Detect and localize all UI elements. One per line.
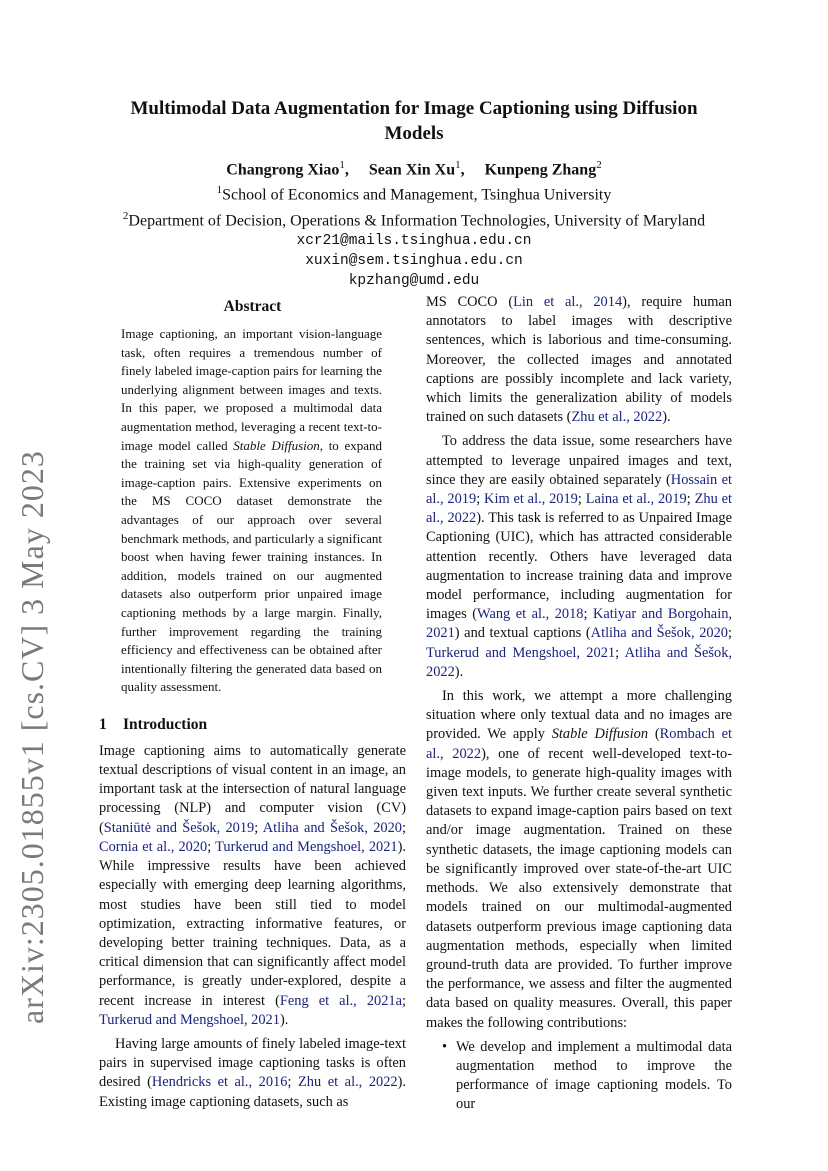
abstract-text — [121, 325, 382, 697]
citation-link[interactable]: Rombach et al., 2022 — [426, 726, 733, 762]
intro-paragraph-1 — [99, 742, 406, 1030]
citation-link[interactable]: Turkerud and Mengshoel, 2021 — [215, 838, 398, 855]
body-text: MS COCO ( — [426, 294, 514, 310]
contribution-item: • We develop and implement a multimodal data augmentation method to improve the performance of image captioning models. To our — [456, 1038, 732, 1115]
body-text: Having large amounts of finely labeled image-text pairs in supervised image captioning tasks is often desired ( — [99, 1035, 406, 1091]
section-number: 1 — [99, 715, 107, 733]
left-column — [99, 293, 406, 1117]
citation-link[interactable]: Laina et al., 2019 — [585, 491, 687, 508]
affiliation — [100, 206, 728, 231]
body-text: ), require human annotators to label images with descriptive sentences, which is laborious and time-consuming. Moreover, the collected images and annotated captions are possibly incomplete and lack variety, which limits the generalization ability of models trained on such datasets ( — [426, 294, 732, 426]
contributions-list — [426, 1038, 732, 1115]
body-text: ). This task is referred to as Unpaired Image Captioning (UIC), which has attracted considerable attention recently. Others have leveraged data augmentation to increase training data and improve model performance, including augmentation for images ( — [426, 510, 732, 623]
abstract-emphasis: Stable Diffusion — [233, 437, 320, 453]
author-affiliation-mark: 1 — [339, 159, 345, 171]
body-text: In this work, we attempt a more challenging situation where only textual data and no images are provided. We apply — [426, 688, 732, 743]
author-email[interactable]: kpzhang@umd.edu — [348, 272, 480, 289]
citation-separator: ; — [287, 1074, 299, 1091]
citation-link[interactable]: Atliha and Šešok, 2020 — [262, 819, 402, 836]
citation-link[interactable]: Atliha and Šešok, 2022 — [426, 644, 732, 680]
author-name: Kunpeng Zhang — [484, 161, 597, 179]
author-name: Sean Xin Xu — [368, 161, 456, 179]
citation-link[interactable]: Zhu et al., 2022 — [298, 1074, 398, 1091]
body-text: ) and textual captions ( — [454, 625, 591, 642]
abstract-text-part: Image captioning, an important vision-language task, often requires a tremendous number of finely labeled image-caption pairs for learning the underlying alignment between images and texts. In this paper, we proposed a multimodal data augmentation method, leveraging a recent text-to-image model called — [121, 326, 382, 453]
citation-separator: ; — [207, 838, 216, 855]
section-heading-introduction — [99, 715, 406, 734]
intro-paragraph-3 — [426, 432, 732, 682]
citation-link[interactable]: Katiyar and Borgohain, 2021 — [426, 606, 732, 642]
citation-link[interactable]: Hossain et al., 2019 — [426, 471, 732, 508]
author-affiliation-mark: 2 — [596, 159, 602, 171]
intro-paragraph-2 — [99, 1035, 406, 1112]
citation-link[interactable]: Lin et al., 2014 — [513, 294, 623, 310]
abstract-heading: Abstract — [223, 298, 282, 315]
affiliation-text: School of Economics and Management, Tsinghua University — [222, 186, 612, 204]
citation-link[interactable]: Zhu et al., 2022 — [571, 409, 663, 426]
title-block — [100, 96, 728, 291]
affiliation-mark: 2 — [122, 209, 129, 222]
abstract-text-part: , to expand the training set via high-quality generation of image-caption pairs. Extensive experiments on the MS COCO dataset demonstrate the advantages of our approach over several benchmark methods, and particularly a significant boost when having fewer training instances. In addition, models trained on our augmented datasets also outperform prior unpaired image captioning methods by a large margin. Finally, further improvement regarding the training efficiency and effectiveness can be obtained after intentionally filtering the generated data based on quality assessment. — [121, 437, 383, 695]
citation-link[interactable]: Turkerud and Mengshoel, 2021 — [426, 644, 616, 661]
citation-link[interactable]: Turkerud and Mengshoel, 2021 — [99, 1011, 280, 1028]
citation-link[interactable]: Feng et al., 2021a — [279, 992, 402, 1009]
affiliation-mark: 1 — [216, 184, 223, 197]
intro-paragraph-4 — [426, 687, 732, 1033]
citation-separator: ; — [615, 644, 625, 661]
author-list: Changrong Xiao$^1$, Sean Xin Xu$^1$, Kunpeng Zhang$^2$ — [226, 159, 602, 179]
citation-separator: ; — [583, 606, 593, 623]
body-text: ). — [279, 1011, 289, 1028]
body-text: ), one of recent well-developed text-to-image models, to generate high-quality images with given text inputs. We further create several synthetic datasets to expand image-caption pairs based on text and/or image augmentation. Trained on these synthetic datasets, the image captioning models can be significantly improved over state-of-the-art UIC methods. We also extensively demonstrate that models trained on our multimodal-augmented datasets outperform previous image captioning data augmentation methods, especially when limited ground-truth data are provided. To further improve the performance, we assess and filter the augmented data based on quality measures. Overall, this paper makes the following contributions: — [426, 745, 732, 1031]
intro-paragraph-2-continued — [426, 293, 732, 427]
body-text: ( — [648, 726, 660, 743]
citation-separator: ; — [476, 491, 485, 508]
affiliation-text: Department of Decision, Operations & Information Technologies, University of Maryland — [128, 211, 706, 229]
affiliation — [100, 180, 728, 205]
body-text: To address the data issue, some researchers have attempted to leverage unpaired images and text, since they are easily obtained separately ( — [426, 433, 732, 488]
body-text: ). Existing image captioning datasets, such as — [99, 1074, 406, 1110]
citation-link[interactable]: Zhu et al., 2022 — [426, 491, 732, 527]
author-email[interactable]: xuxin@sem.tsinghua.edu.cn — [305, 252, 523, 269]
body-text: Image captioning aims to automatically generate textual descriptions of visual content in an image, an important task at the intersection of natural language processing (NLP) and computer vision (CV) ( — [99, 742, 406, 836]
citation-separator: ; — [402, 992, 406, 1009]
citation-link[interactable]: Wang et al., 2018 — [477, 606, 584, 623]
body-text: ). — [454, 663, 464, 680]
arxiv-identifier-stamp: arXiv:2305.01855v1 [cs.CV] 3 May 2023 — [14, 450, 50, 1024]
citation-link[interactable]: Kim et al., 2019 — [484, 491, 578, 508]
body-text: ). — [662, 409, 671, 426]
citation-link[interactable]: Staniūtė and Šešok, 2019 — [103, 819, 255, 836]
citation-separator: ; — [577, 491, 586, 508]
citation-separator: ; — [728, 625, 732, 642]
citation-separator: ; — [686, 491, 695, 508]
author-name: Changrong Xiao — [226, 161, 340, 179]
author-email[interactable]: xcr21@mails.tsinghua.edu.cn — [296, 232, 532, 249]
right-column — [426, 293, 732, 1115]
body-text: ). While impressive results have been achieved especially with emerging deep learning algorithms, most studies have been still tied to model optimization, extracting informative features, or developing better training techniques. Data, as a critical dimension that can significantly affect model performance, is greatly under-explored, despite a recent increase in interest ( — [99, 838, 406, 1009]
citation-separator: ; — [402, 819, 406, 836]
citation-link[interactable]: Cornia et al., 2020 — [99, 838, 208, 855]
author-affiliation-mark: 1 — [455, 159, 461, 171]
citation-link[interactable]: Atliha and Šešok, 2020 — [590, 625, 728, 642]
paper-title: Multimodal Data Augmentation for Image Captioning using Diffusion Models — [130, 98, 698, 144]
emphasis-text: Stable Diffusion — [551, 726, 649, 743]
citation-separator: ; — [254, 819, 263, 836]
citation-link[interactable]: Hendricks et al., 2016 — [151, 1074, 288, 1091]
section-title: Introduction — [123, 715, 208, 733]
